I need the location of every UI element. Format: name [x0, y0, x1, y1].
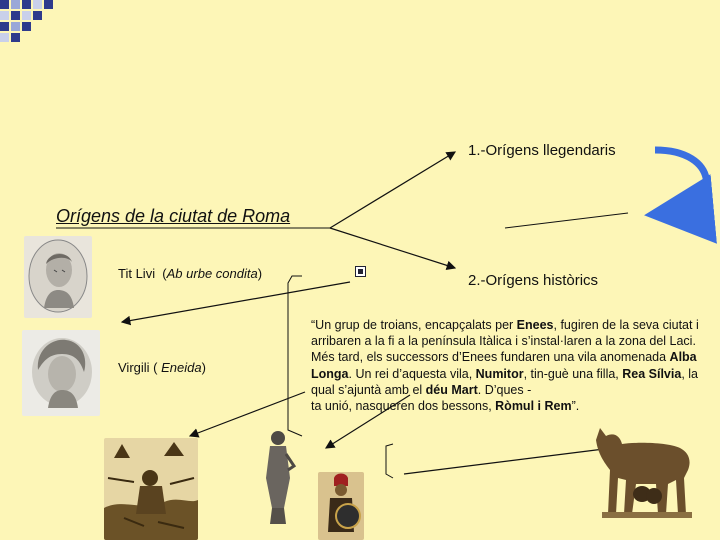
aeneas-woodcut-image [104, 438, 198, 540]
author-tit-livi: Tit Livi (Ab urbe condita) [118, 266, 263, 281]
slide-title: Orígens de la ciutat de Roma [56, 206, 291, 226]
name-rea-silvia: Rea Sílvia [622, 366, 682, 381]
bullet-icon [355, 266, 366, 277]
curved-blue-arrow [655, 150, 707, 214]
name-romul-rem: Ròmul i Rem [495, 399, 572, 414]
name-eneas: Enees [516, 318, 554, 332]
brace-small [386, 444, 393, 478]
name-alba-longa: Alba Longa [311, 350, 697, 381]
heading-historical-origins: 2.-Orígens històrics [468, 272, 599, 289]
author-name: Virgili [118, 360, 150, 375]
name-mart: déu Mart [425, 382, 478, 397]
warrior-image [318, 472, 364, 540]
brace-left [288, 276, 302, 436]
she-wolf-image [588, 418, 698, 518]
name-numitor: Numitor [475, 366, 524, 381]
legend-paragraph: “Un grup de troians, encapçalats per Enees, fugiren de la seva ciutat i arribaren a la fi a la península Itàlica i s’instal·laren a la zona del Laci. Més tard, els successors d’Enees fundaren una vila anomenada Alba Longa. Un rei d’aquesta vila, Numitor, tin-guè una filla, Rea Sílvia, la qual s’ajuntà amb el déu Mart. D’ques - ta unió, nasqueren dos bessons, Ròmul i Rem”. [311, 318, 699, 414]
author-virgili: Virgili ( Eneida) [118, 360, 206, 375]
author-name: Tit Livi [118, 266, 156, 281]
tit-livi-portrait-image [24, 236, 92, 318]
heading-legendary-origins: 1.-Orígens llegendaris [468, 142, 616, 159]
statue-image [258, 428, 298, 526]
arrow-to-wolf [404, 448, 612, 474]
arrow-to-legendary [330, 152, 455, 228]
line-to-right [505, 213, 628, 228]
arrow-to-historical [330, 228, 455, 268]
work-title: Ab urbe condita [166, 266, 258, 281]
work-title: Eneida [161, 360, 202, 375]
arrow-to-livi [122, 282, 350, 322]
virgili-portrait-image [22, 330, 100, 416]
